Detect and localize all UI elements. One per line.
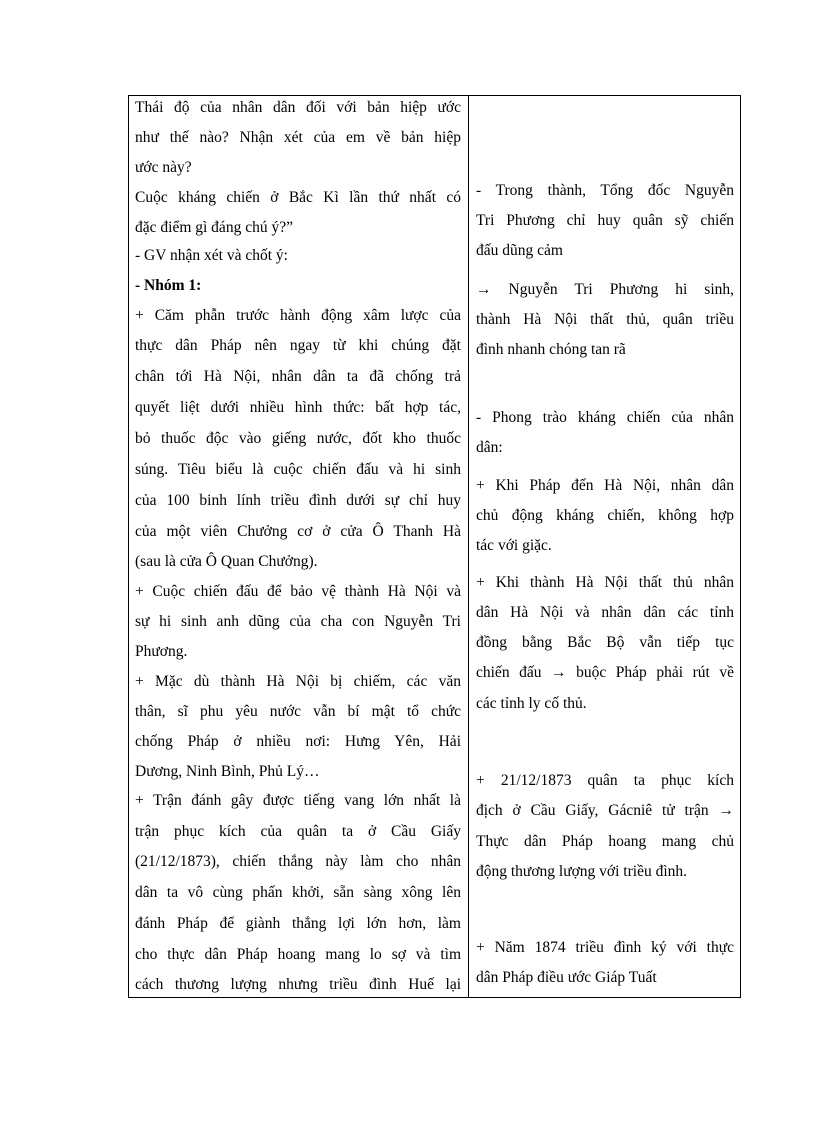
- text-line: Dương, Ninh Bình, Phủ Lý…: [135, 763, 320, 780]
- text-line: Tri Phương chỉ huy quân sỹ chiến: [476, 212, 734, 229]
- content-table: [128, 95, 741, 998]
- text-line: đặc điểm gì đáng chú ý?”: [135, 219, 293, 236]
- text-line: Thực dân Pháp hoang mang chủ: [476, 833, 734, 850]
- text-line: - Phong trào kháng chiến của nhân: [476, 409, 734, 426]
- text-line: các tỉnh ly cố thủ.: [476, 695, 587, 712]
- column-divider: [468, 96, 469, 997]
- text-line: chủ động kháng chiến, không hợp: [476, 507, 734, 524]
- text-line: quyết liệt dưới nhiều hình thức: bất hợp tác,: [135, 399, 461, 416]
- text-line: + Căm phẫn trước hành động xâm lược của: [135, 307, 461, 324]
- text-line: của một viên Chưởng cơ ở cửa Ô Thanh Hà: [135, 523, 461, 540]
- text-line: + Trận đánh gây được tiếng vang lớn nhất là: [135, 792, 461, 809]
- text-line: Phương.: [135, 643, 188, 660]
- text-line: + Năm 1874 triều đình ký với thực: [476, 939, 734, 956]
- text-line: thực dân Pháp nên ngay từ khi chúng đặt: [135, 337, 461, 354]
- text-line: tác với giặc.: [476, 537, 552, 554]
- text-line: cách thương lượng nhưng triều đình Huế lại: [135, 976, 461, 993]
- text-line: dân Hà Nội và nhân dân các tỉnh: [476, 604, 734, 621]
- text-line: + 21/12/1873 quân ta phục kích: [476, 772, 734, 789]
- text-line: - Trong thành, Tổng đốc Nguyễn: [476, 182, 734, 199]
- text-line: sự hi sinh anh dũng của cha con Nguyễn Tri: [135, 613, 461, 630]
- text-line: dân:: [476, 439, 503, 456]
- text-line: + Cuộc chiến đấu để bảo vệ thành Hà Nội và: [135, 583, 461, 600]
- text-line: - GV nhận xét và chốt ý:: [135, 247, 288, 264]
- text-line: chống Pháp ở nhiều nơi: Hưng Yên, Hải: [135, 733, 461, 750]
- text-line: đồng bằng Bắc Bộ vẫn tiếp tục: [476, 634, 734, 651]
- text-line: thân, sĩ phu yêu nước vẫn bí mật tổ chức: [135, 703, 461, 720]
- text-line: đình nhanh chóng tan rã: [476, 341, 626, 358]
- text-line: cho thực dân Pháp hoang mang lo sợ và tìm: [135, 946, 461, 963]
- text-line: đánh Pháp để giành thắng lợi lớn hơn, làm: [135, 915, 461, 932]
- text-line: bỏ thuốc độc vào giếng nước, đốt kho thuốc: [135, 430, 461, 447]
- text-line: động thương lượng với triều đình.: [476, 863, 688, 880]
- text-line: dân ta vô cùng phấn khởi, sẵn sàng xông lên: [135, 884, 461, 901]
- text-line: địch ở Cầu Giấy, Gácniê tử trận →: [476, 802, 734, 819]
- text-line: trận phục kích của quân ta ở Cầu Giấy: [135, 823, 461, 840]
- text-line: + Mặc dù thành Hà Nội bị chiếm, các văn: [135, 673, 461, 690]
- text-line: đấu dũng cảm: [476, 242, 563, 259]
- text-line: Thái độ của nhân dân đối với bản hiệp ước: [135, 99, 461, 116]
- text-line: súng. Tiêu biểu là cuộc chiến đấu và hi sinh: [135, 461, 461, 478]
- text-line: (sau là cửa Ô Quan Chưởng).: [135, 553, 318, 570]
- text-line: (21/12/1873), chiến thắng này làm cho nhân: [135, 853, 461, 870]
- text-line: dân Pháp điều ước Giáp Tuất: [476, 969, 657, 986]
- text-line: ước này?: [135, 159, 192, 176]
- text-line: như thế nào? Nhận xét của em về bản hiệp: [135, 129, 461, 146]
- text-line: + Khi Pháp đến Hà Nội, nhân dân: [476, 477, 734, 494]
- text-line: thành Hà Nội thất thủ, quân triều: [476, 311, 734, 328]
- text-line: Cuộc kháng chiến ở Bắc Kì lần thứ nhất có: [135, 189, 461, 206]
- text-line: + Khi thành Hà Nội thất thủ nhân: [476, 574, 734, 591]
- text-line: → Nguyễn Tri Phương hi sinh,: [476, 281, 734, 298]
- text-line: chiến đấu → buộc Pháp phải rút về: [476, 664, 734, 681]
- group-heading: - Nhóm 1:: [135, 277, 202, 294]
- text-line: của 100 binh lính triều đình dưới sự chỉ huy: [135, 492, 461, 509]
- text-line: chân tới Hà Nội, nhân dân ta đã chống trả: [135, 368, 461, 385]
